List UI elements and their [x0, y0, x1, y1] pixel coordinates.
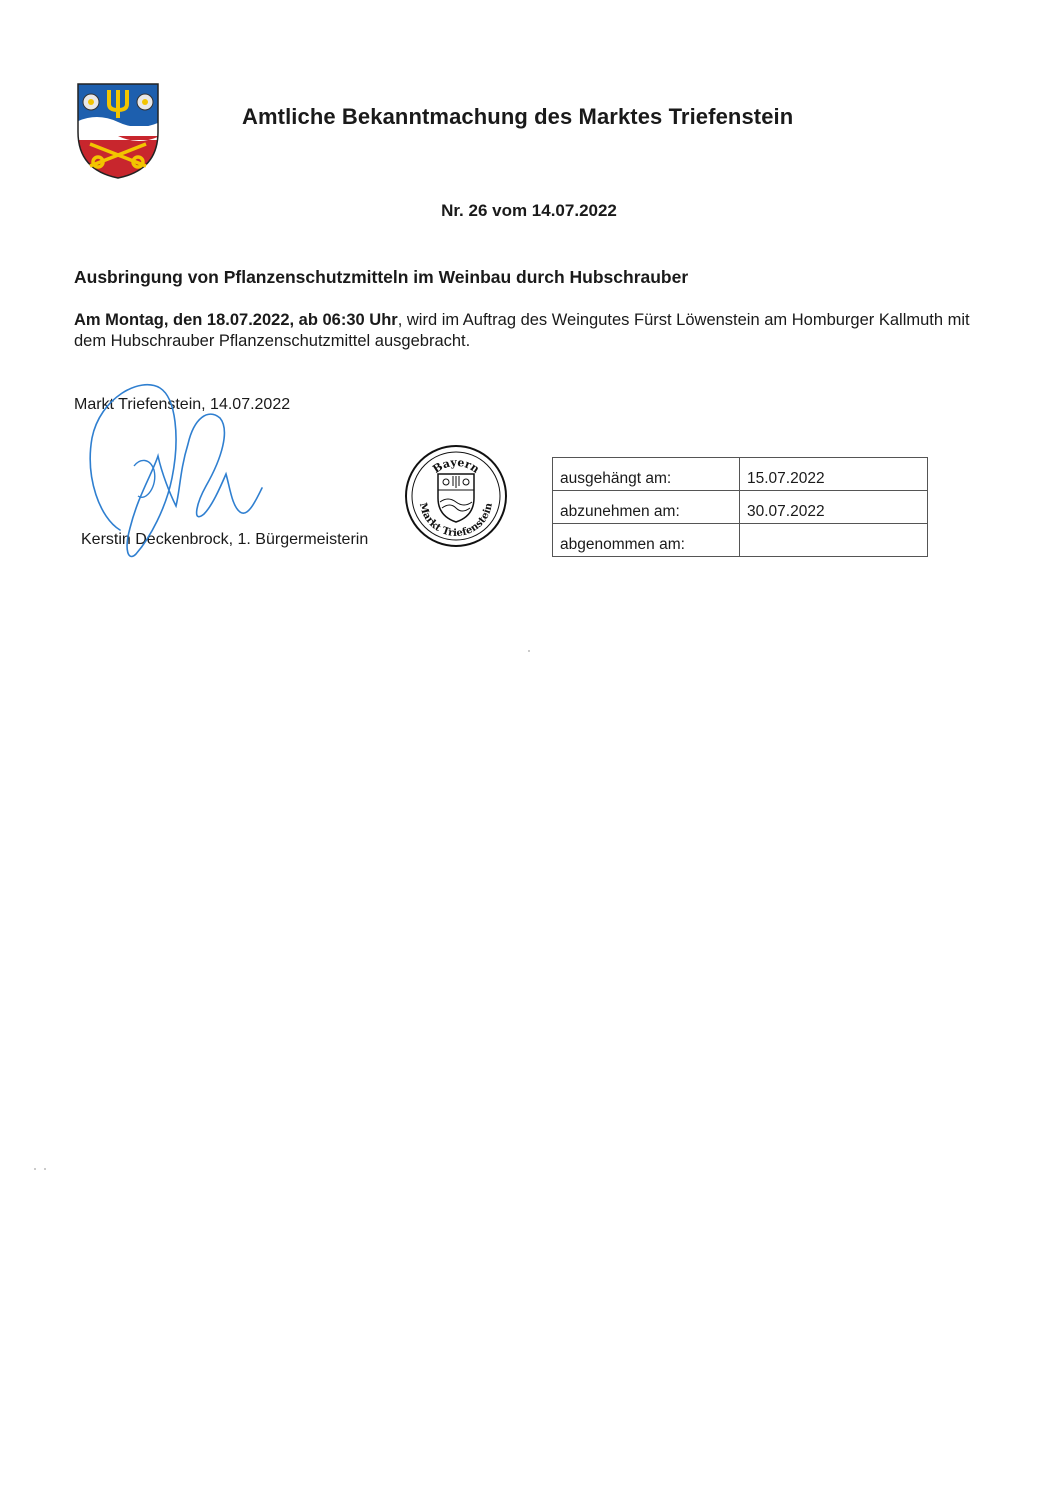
seal-text-top: Bayern [430, 455, 482, 476]
posting-label: ausgehängt am: [553, 458, 740, 491]
table-row [553, 491, 928, 524]
posting-record-table [552, 457, 928, 557]
svg-text:Markt Triefenstein [417, 501, 495, 539]
posting-label: abgenommen am: [553, 524, 740, 557]
official-seal-icon [404, 444, 508, 548]
scan-speck [528, 650, 530, 652]
svg-text:Bayern [430, 456, 481, 476]
table-row [553, 458, 928, 491]
notice-lead-rest: , wird im Auftrag des Weingutes Fürst Löwenstein am Homburger Kallmuth mit dem Hubschrauber Pflanzenschutzmittel ausgebracht. [74, 311, 970, 350]
signer-name: Kerstin Deckenbrock, 1. Bürgermeisterin [81, 531, 369, 548]
scan-speck [34, 1168, 36, 1170]
notice-number: Nr. 26 vom 14.07.2022 [441, 201, 617, 220]
signature-icon [80, 378, 280, 563]
posting-value: 15.07.2022 [740, 458, 928, 491]
posting-label: abzunehmen am: [553, 491, 740, 524]
page-title: Amtliche Bekanntmachung des Marktes Triefenstein [242, 104, 794, 129]
table-row [553, 524, 928, 557]
seal-text-bottom: Markt Triefenstein [416, 501, 495, 540]
coat-of-arms-icon [76, 82, 160, 180]
notice-subject: Ausbringung von Pflanzenschutzmitteln im Weinbau durch Hubschrauber [74, 267, 689, 287]
notice-body [74, 310, 974, 352]
notice-lead-bold: Am Montag, den 18.07.2022, ab 06:30 Uhr [74, 311, 398, 329]
scan-speck [44, 1168, 46, 1170]
posting-value: 30.07.2022 [740, 491, 928, 524]
posting-value [740, 524, 928, 557]
place-date: Markt Triefenstein, 14.07.2022 [74, 396, 291, 413]
